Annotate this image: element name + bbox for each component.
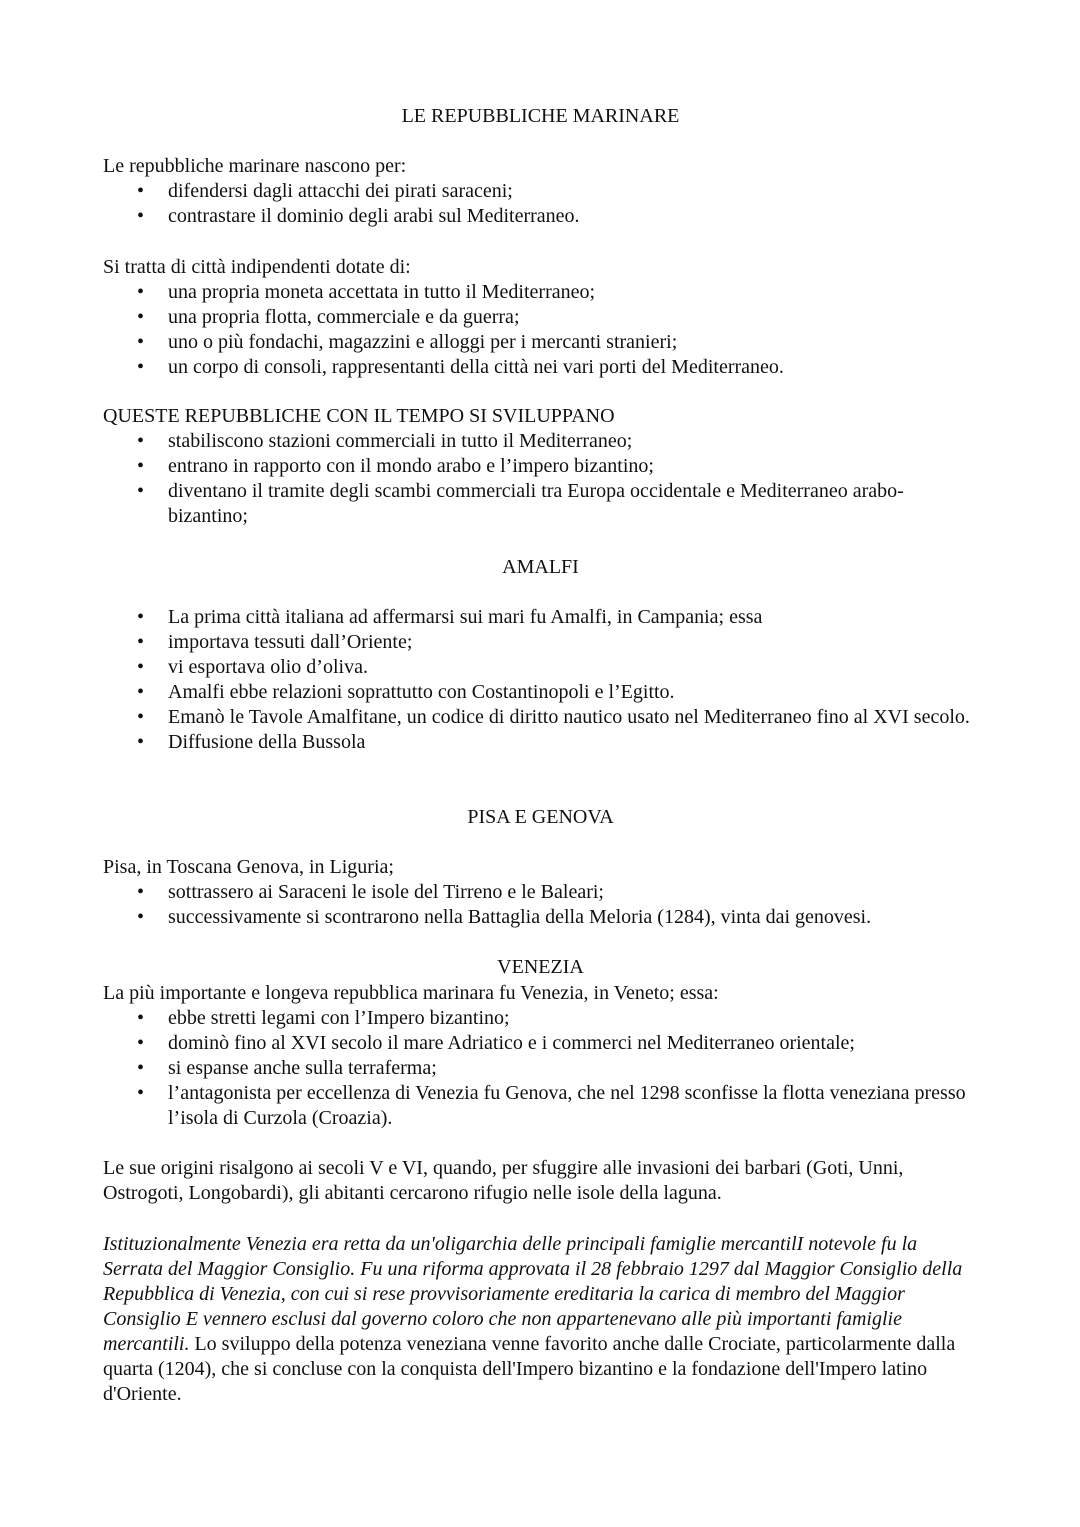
venezia-list	[103, 1006, 978, 1131]
list-item-text: importava tessuti dall’Oriente;	[168, 631, 413, 653]
bullet-icon: •	[137, 1057, 145, 1079]
bullet-icon: •	[137, 205, 145, 227]
list-item-text: entrano in rapporto con il mondo arabo e l’impero bizantino;	[168, 455, 654, 477]
list-item	[103, 1031, 978, 1056]
intro-section	[103, 154, 978, 229]
development-list	[103, 429, 978, 529]
bullet-icon: •	[137, 731, 145, 753]
document-title: LE REPUBBLICHE MARINARE	[401, 105, 680, 127]
list-item	[103, 1056, 978, 1081]
list-item	[103, 655, 978, 680]
cities-lead: Si tratta di città indipendenti dotate di:	[103, 256, 411, 278]
list-item-text: Diffusione della Bussola	[168, 731, 366, 753]
bullet-icon: •	[137, 631, 145, 653]
list-item-text: La prima città italiana ad affermarsi sui mari fu Amalfi, in Campania; essa	[168, 606, 763, 628]
venezia-section	[103, 981, 978, 1131]
list-item	[103, 429, 978, 454]
cities-list	[103, 280, 978, 380]
list-item-text: Emanò le Tavole Amalfitane, un codice di diritto nautico usato nel Mediterraneo fino al XVI secolo.	[168, 706, 970, 728]
pisa-genova-lead: Pisa, in Toscana Genova, in Liguria;	[103, 856, 394, 878]
bullet-icon: •	[137, 356, 145, 378]
list-item	[103, 479, 978, 529]
bullet-icon: •	[137, 455, 145, 477]
list-item	[103, 680, 978, 705]
list-item	[103, 730, 978, 755]
venezia-heading: VENEZIA	[497, 956, 584, 978]
bullet-icon: •	[137, 306, 145, 328]
intro-lead: Le repubbliche marinare nascono per:	[103, 155, 407, 177]
list-item-text: sottrassero ai Saraceni le isole del Tirreno e le Baleari;	[168, 881, 604, 903]
institutions-text: Lo sviluppo della potenza veneziana venne favorito anche dalle Crociate, particolarmente dalla quarta (1204), che si concluse con la conquista dell'Impero bizantino e la fondazione dell'Impero latino d'Oriente.	[103, 1333, 956, 1405]
bullet-icon: •	[137, 1082, 145, 1104]
amalfi-list	[103, 605, 978, 755]
list-item	[103, 1006, 978, 1031]
bullet-icon: •	[137, 706, 145, 728]
venezia-institutions-paragraph	[103, 1232, 978, 1407]
bullet-icon: •	[137, 430, 145, 452]
list-item-text: una propria moneta accettata in tutto il Mediterraneo;	[168, 281, 596, 303]
list-item	[103, 280, 978, 305]
list-item-text: uno o più fondachi, magazzini e alloggi per i mercanti stranieri;	[168, 331, 678, 353]
list-item	[103, 305, 978, 330]
amalfi-heading: AMALFI	[502, 556, 579, 578]
list-item	[103, 1081, 978, 1131]
bullet-icon: •	[137, 1007, 145, 1029]
list-item-text: una propria flotta, commerciale e da guerra;	[168, 306, 520, 328]
list-item-text: dominò fino al XVI secolo il mare Adriatico e i commerci nel Mediterraneo orientale;	[168, 1032, 855, 1054]
pisa-genova-list	[103, 880, 978, 930]
institutions-italic-text: Istituzionalmente Venezia era retta da un'oligarchia delle principali famiglie mercantilI notevole fu la Serrata del Maggior Consiglio. Fu una riforma approvata il 28 febbraio 1297 dal Maggior Consiglio della Repubblica di Venezia, con cui si rese provvisoriamente ereditaria la carica di membro del Maggior Consiglio E vennero esclusi dal governo coloro che non appartenevano alle più importanti famiglie mercantili.	[103, 1233, 963, 1355]
list-item-text: l’antagonista per eccellenza di Venezia fu Genova, che nel 1298 sconfisse la flotta veneziana presso l’isola di Curzola (Croazia).	[168, 1082, 966, 1129]
list-item-text: contrastare il dominio degli arabi sul Mediterraneo.	[168, 205, 580, 227]
list-item-text: un corpo di consoli, rappresentanti della città nei vari porti del Mediterraneo.	[168, 356, 784, 378]
bullet-icon: •	[137, 881, 145, 903]
list-item	[103, 880, 978, 905]
list-item-text: Amalfi ebbe relazioni soprattutto con Costantinopoli e l’Egitto.	[168, 681, 675, 703]
list-item-text: si espanse anche sulla terraferma;	[168, 1057, 437, 1079]
pisa-genova-heading: PISA E GENOVA	[467, 806, 614, 828]
development-section	[103, 404, 978, 529]
list-item	[103, 330, 978, 355]
list-item-text: stabiliscono stazioni commerciali in tutto il Mediterraneo;	[168, 430, 633, 452]
bullet-icon: •	[137, 281, 145, 303]
amalfi-section	[103, 605, 978, 755]
list-item	[103, 605, 978, 630]
bullet-icon: •	[137, 681, 145, 703]
cities-section	[103, 255, 978, 380]
list-item-text: difendersi dagli attacchi dei pirati saraceni;	[168, 180, 513, 202]
venezia-origins-paragraph: Le sue origini risalgono ai secoli V e VI, quando, per sfuggire alle invasioni dei barbari (Goti, Unni, Ostrogoti, Longobardi), gli abitanti cercarono rifugio nelle isole della laguna.	[103, 1157, 904, 1204]
bullet-icon: •	[137, 906, 145, 928]
list-item-text: diventano il tramite degli scambi commerciali tra Europa occidentale e Mediterraneo arabo-bizantino;	[168, 480, 904, 527]
list-item	[103, 454, 978, 479]
bullet-icon: •	[137, 656, 145, 678]
list-item-text: successivamente si scontrarono nella Battaglia della Meloria (1284), vinta dai genovesi.	[168, 906, 872, 928]
bullet-icon: •	[137, 180, 145, 202]
list-item	[103, 705, 978, 730]
venezia-lead: La più importante e longeva repubblica marinara fu Venezia, in Veneto; essa:	[103, 982, 719, 1004]
intro-list	[103, 179, 978, 229]
bullet-icon: •	[137, 480, 145, 502]
list-item	[103, 355, 978, 380]
list-item	[103, 905, 978, 930]
bullet-icon: •	[137, 606, 145, 628]
bullet-icon: •	[137, 331, 145, 353]
list-item	[103, 179, 978, 204]
list-item	[103, 630, 978, 655]
list-item-text: vi esportava olio d’oliva.	[168, 656, 368, 678]
pisa-genova-section	[103, 855, 978, 930]
list-item-text: ebbe stretti legami con l’Impero bizantino;	[168, 1007, 510, 1029]
list-item	[103, 204, 978, 229]
bullet-icon: •	[137, 1032, 145, 1054]
development-lead: QUESTE REPUBBLICHE CON IL TEMPO SI SVILUPPANO	[103, 405, 615, 427]
